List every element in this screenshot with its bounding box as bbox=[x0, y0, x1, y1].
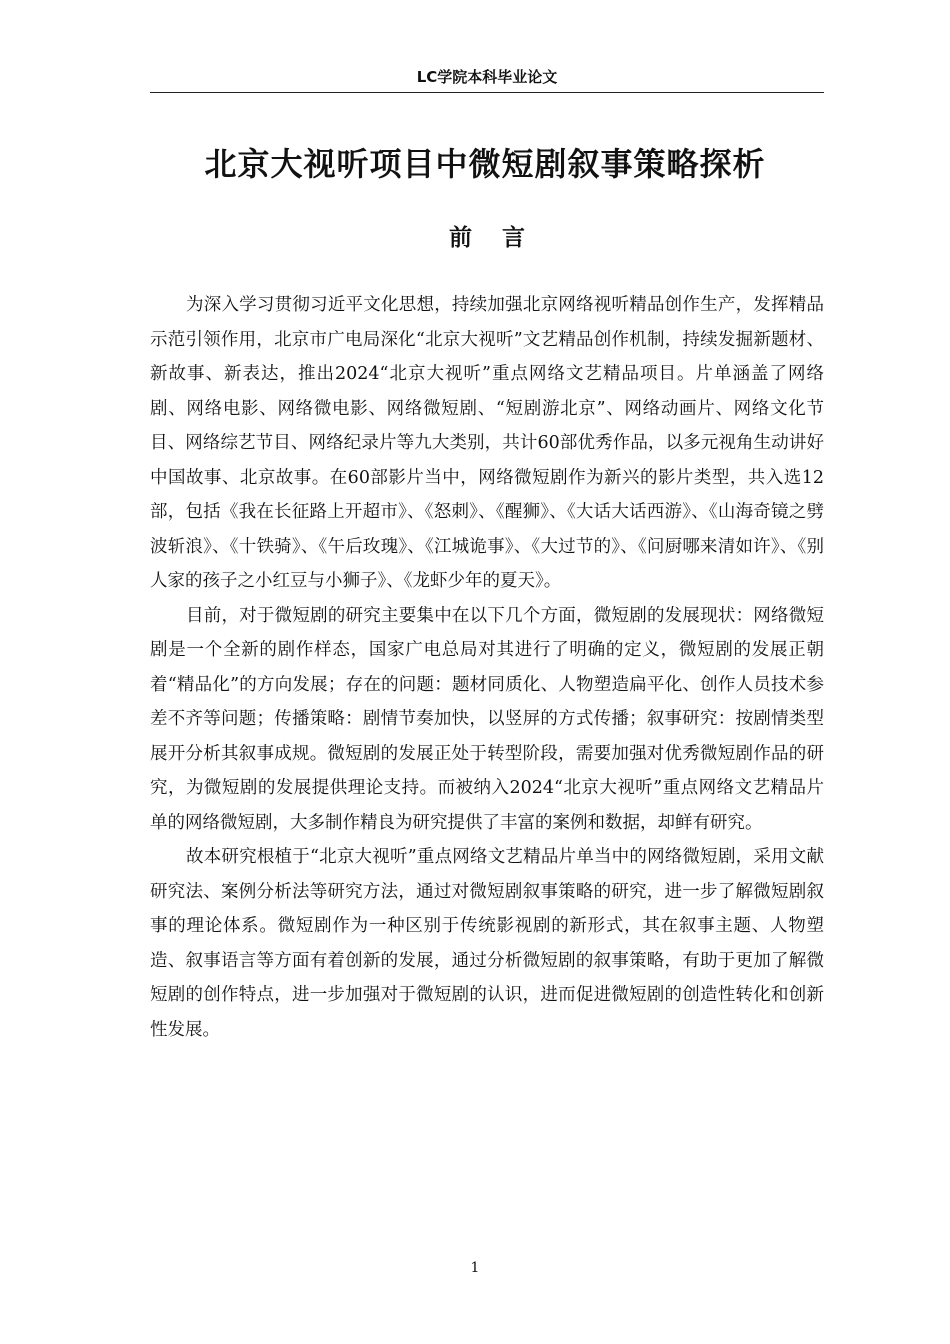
body-text bbox=[150, 288, 824, 1047]
paragraph: 故本研究根植于“北京大视听”重点网络文艺精品片单当中的网络微短剧，采用文献研究法、案例分析法等研究方法，通过对微短剧叙事策略的研究，进一步了解微短剧叙事的理论体系。微短剧作为一种区别于传统影视剧的新形式，其在叙事主题、人物塑造、叙事语言等方面有着创新的发展，通过分析微短剧的叙事策略，有助于更加了解微短剧的创作特点，进一步加强对于微短剧的认识，进而促进微短剧的创造性转化和创新性发展。 bbox=[150, 847, 824, 1040]
paragraph: 为深入学习贯彻习近平文化思想，持续加强北京网络视听精品创作生产，发挥精品示范引领作用，北京市广电局深化“北京大视听”文艺精品创作机制，持续发掘新题材、新故事、新表达，推出2024“北京大视听”重点网络文艺精品项目。片单涵盖了网络剧、网络电影、网络微电影、网络微短剧、“短剧游北京”、网络动画片、网络文化节目、网络综艺节目、网络纪录片等九大类别，共计60部优秀作品，以多元视角生动讲好中国故事、北京故事。在60部影片当中，网络微短剧作为新兴的影片类型，共入选12部，包括《我在长征路上开超市》、《怒刺》、《醒狮》、《大话大话西游》、《山海奇镜之劈波斩浪》、《十铁骑》、《午后玫瑰》、《江城诡事》、《大过节的》、《问厨哪来清如许》、《别人家的孩子之小红豆与小狮子》、《龙虾少年的夏天》。 bbox=[150, 295, 824, 591]
running-header: LC学院本科毕业论文 bbox=[150, 64, 824, 93]
paper-title: 北京大视听项目中微短剧叙事策略探析 bbox=[204, 145, 766, 183]
section-heading: 前言 bbox=[449, 225, 555, 251]
paragraph: 目前，对于微短剧的研究主要集中在以下几个方面，微短剧的发展现状：网络微短剧是一个全新的剧作样态，国家广电总局对其进行了明确的定义，微短剧的发展正朝着“精品化”的方向发展；存在的问题：题材同质化、人物塑造扁平化、创作人员技术参差不齐等问题；传播策略：剧情节奏加快，以竖屏的方式传播；叙事研究：按剧情类型展开分析其叙事成规。微短剧的发展正处于转型阶段，需要加强对优秀微短剧作品的研究，为微短剧的发展提供理论支持。而被纳入2024“北京大视听”重点网络文艺精品片单的网络微短剧，大多制作精良为研究提供了丰富的案例和数据，却鲜有研究。 bbox=[150, 605, 824, 833]
page-number: 1 bbox=[470, 1260, 480, 1276]
